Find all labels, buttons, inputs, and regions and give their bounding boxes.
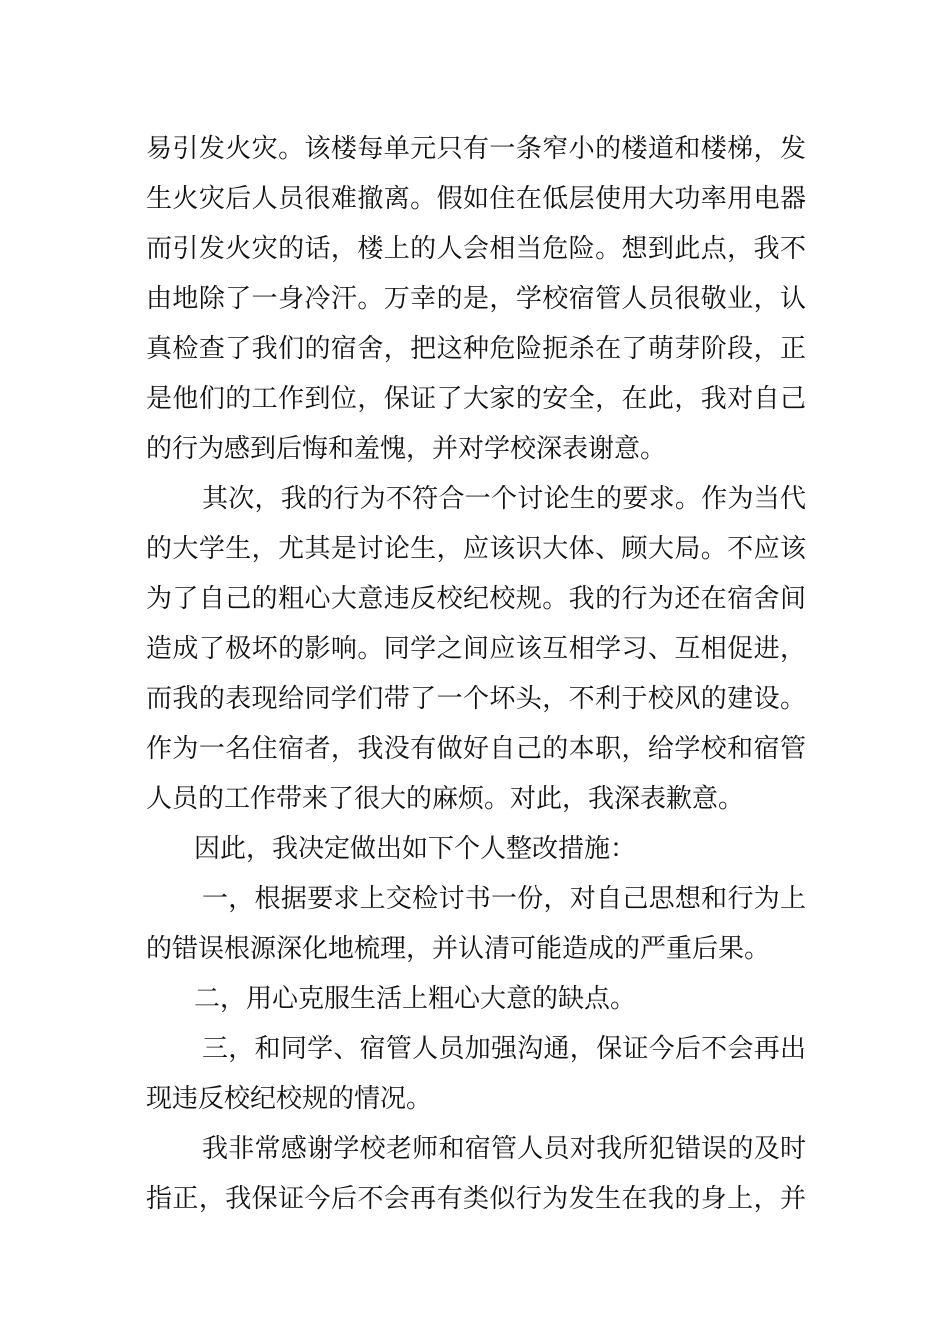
paragraph: [146, 974, 806, 1024]
text-line: 为了自己的粗心大意违反校纪校规。我的行为还在宿舍间: [146, 584, 806, 614]
text-line: 而引发火灾的话，楼上的人会相当危险。想到此点，我不: [146, 234, 806, 264]
text-line: 而我的表现给同学们带了一个坏头，不利于校风的建设。: [146, 684, 806, 714]
text-line: 易引发火灾。该楼每单元只有一条窄小的楼道和楼梯，发: [146, 134, 806, 164]
text-line: 的行为感到后悔和羞愧，并对学校深表谢意。: [146, 434, 667, 464]
text-line: 二，用心克服生活上粗心大意的缺点。: [194, 984, 637, 1014]
text-line: 指正，我保证今后不会再有类似行为发生在我的身上，并: [146, 1184, 806, 1214]
text-line: 我非常感谢学校老师和宿管人员对我所犯错误的及时: [202, 1134, 806, 1164]
text-line: 由地除了一身冷汗。万幸的是，学校宿管人员很敬业，认: [146, 284, 806, 314]
paragraph: [146, 124, 806, 474]
text-line: 真检查了我们的宿舍，把这种危险扼杀在了萌芽阶段，正: [146, 334, 806, 364]
text-line: 一，根据要求上交检讨书一份，对自己思想和行为上: [202, 884, 806, 914]
paragraph: [146, 874, 806, 974]
paragraph: [146, 1124, 806, 1224]
text-line: 人员的工作带来了很大的麻烦。对此，我深表歉意。: [146, 784, 745, 814]
text-line: 的大学生，尤其是讨论生，应该识大体、顾大局。不应该: [146, 534, 806, 564]
text-line: 的错误根源深化地梳理，并认清可能造成的严重后果。: [146, 934, 771, 964]
text-line: 其次，我的行为不符合一个讨论生的要求。作为当代: [202, 484, 806, 514]
text-line: 生火灾后人员很难撤离。假如住在低层使用大功率用电器: [146, 184, 806, 214]
paragraph: [146, 824, 806, 874]
paragraph: [146, 1024, 806, 1124]
document-body: [146, 124, 806, 1224]
text-line: 三，和同学、宿管人员加强沟通，保证今后不会再出: [202, 1034, 806, 1064]
text-line: 是他们的工作到位，保证了大家的安全，在此，我对自己: [146, 384, 806, 414]
paragraph: [146, 474, 806, 824]
text-line: 作为一名住宿者，我没有做好自己的本职，给学校和宿管: [146, 734, 806, 764]
text-line: 因此，我决定做出如下个人整改措施：: [194, 834, 637, 864]
text-line: 现违反校纪校规的情况。: [146, 1084, 433, 1114]
text-line: 造成了极坏的影响。同学之间应该互相学习、互相促进，: [146, 634, 806, 664]
